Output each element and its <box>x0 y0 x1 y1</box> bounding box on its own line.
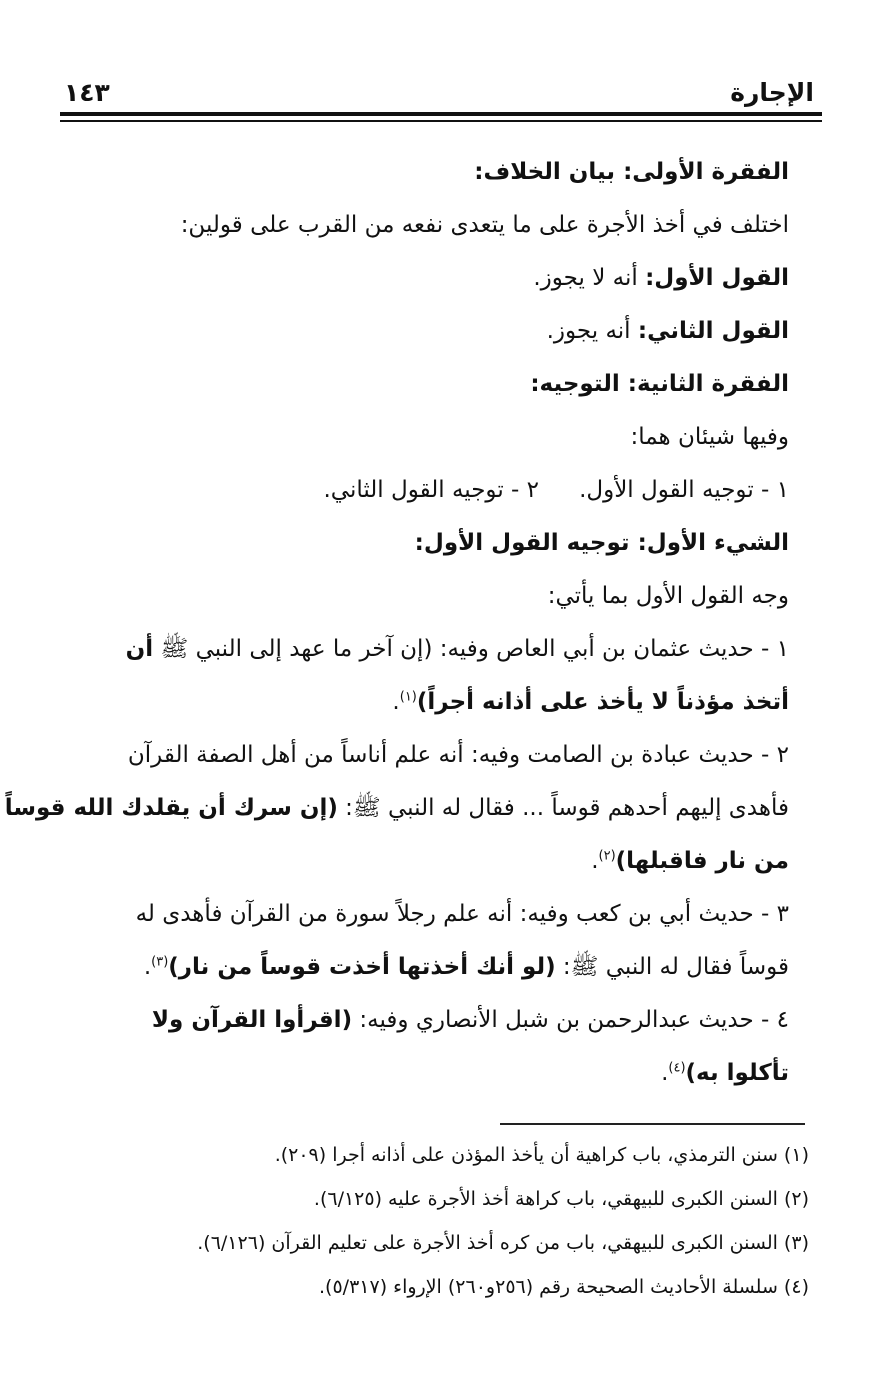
footnotes <box>69 1138 809 1314</box>
running-header <box>60 74 820 108</box>
hadith2-line1: ٢ - حديث عبادة بن الصامت وفيه: أنه علم أناساً من أهل الصفة القرآن <box>127 742 789 768</box>
header-rule-thin <box>60 120 822 122</box>
opinion2-text: أنه يجوز. <box>546 318 631 344</box>
hadith2-line3 <box>59 841 789 894</box>
period: . <box>591 848 599 874</box>
hadith1-plain: ١ - حديث عثمان بن أبي العاص وفيه: (إن آخر ما عهد إلى النبي ﷺ <box>160 636 789 662</box>
footnote-4: (٤) سلسلة الأحاديث الصحيحة رقم (٢٥٦و٢٦٠) الإرواء (٥/٣١٧). <box>319 1276 809 1298</box>
chapter-title: الإجارة <box>730 78 814 107</box>
hadith2-line2 <box>4 788 789 841</box>
hadith4-bold: (اقرأوا القرآن ولا <box>151 1007 353 1033</box>
section2-heading: الفقرة الثانية: التوجيه: <box>530 371 789 397</box>
period: . <box>661 1060 669 1086</box>
hadith4-plain: ٤ - حديث عبدالرحمن بن شبل الأنصاري وفيه: <box>359 1007 789 1033</box>
header-rule-thick <box>60 112 822 116</box>
footnote-ref-3: (٣) <box>151 954 169 970</box>
hadith1-line1 <box>59 629 789 682</box>
item-2: ٢ - توجيه القول الثاني. <box>323 477 539 503</box>
footnote-ref-1: (١) <box>399 689 417 705</box>
hadith3-bold: (لو أنك أخذتها أخذت قوساً من نار) <box>168 954 556 980</box>
period: . <box>143 954 152 980</box>
opinion2 <box>59 311 789 364</box>
hadith4-bold-end: تأكلوا به) <box>685 1060 789 1086</box>
section2-intro: وفيها شيئان هما: <box>630 424 789 450</box>
footnote-1: (١) سنن الترمذي، باب كراهية أن يأخذ المؤذن على أذانه أجرا (٢٠٩). <box>274 1144 809 1166</box>
hadith3-plain: قوساً فقال له النبي ﷺ: <box>562 954 789 980</box>
footnote-ref-2: (٢) <box>598 848 616 864</box>
opinion2-label: القول الثاني: <box>637 318 789 344</box>
hadith3-line1: ٣ - حديث أبي بن كعب وفيه: أنه علم رجلاً سورة من القرآن فأهدى له <box>135 901 789 927</box>
opinion1 <box>59 258 789 311</box>
hadith2-bold-end: من نار فاقبلها) <box>615 848 789 874</box>
opinion1-text: أنه لا يجوز. <box>533 265 638 291</box>
section1-heading: الفقرة الأولى: بيان الخلاف: <box>474 159 789 185</box>
hadith1-line2 <box>59 682 789 735</box>
footnote-3: (٣) السنن الكبرى للبيهقي، باب من كره أخذ الأجرة على تعليم القرآن (٦/١٢٦). <box>197 1232 809 1254</box>
footnote-separator <box>500 1123 805 1125</box>
item-1: ١ - توجيه القول الأول. <box>579 477 789 503</box>
section1-intro: اختلف في أخذ الأجرة على ما يتعدى نفعه من القرب على قولين: <box>180 212 789 238</box>
items-row <box>59 470 789 523</box>
footnote-2: (٢) السنن الكبرى للبيهقي، باب كراهة أخذ الأجرة عليه (٦/١٢٥). <box>313 1188 809 1210</box>
hadith1-bold: أتخذ مؤذناً لا يأخذ على أذانه أجراً) <box>416 689 789 715</box>
footnote-ref-4: (٤) <box>668 1060 686 1076</box>
hadith1-bold-start: أن <box>125 636 154 662</box>
hadith4-line2 <box>59 1053 789 1106</box>
main-text <box>4 152 789 1106</box>
hadith2-bold: (إن سرك أن يقلدك الله قوساً <box>4 795 338 821</box>
hadith4-line1 <box>59 1000 789 1053</box>
opinion1-label: القول الأول: <box>645 265 789 291</box>
page-number: ١٤٣ <box>64 78 110 107</box>
hadith3-line2 <box>59 947 789 1000</box>
thing1-intro: وجه القول الأول بما يأتي: <box>547 583 789 609</box>
thing1-heading: الشيء الأول: توجيه القول الأول: <box>414 530 789 556</box>
period: . <box>392 689 400 715</box>
hadith2-plain: فأهدى إليهم أحدهم قوساً ... فقال له النبي ﷺ: <box>345 795 789 821</box>
